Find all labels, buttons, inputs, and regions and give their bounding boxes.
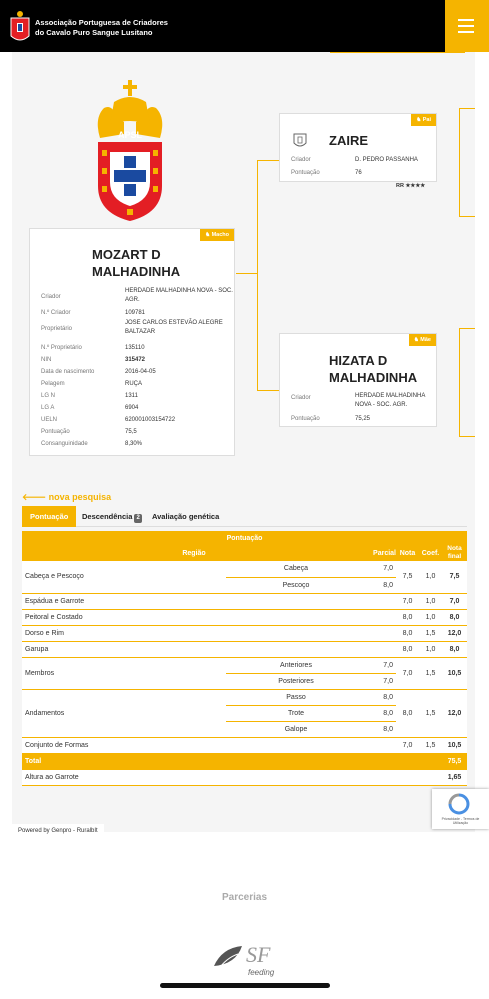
menu-line-icon <box>458 19 474 21</box>
score-table <box>22 531 467 786</box>
table-row: Pescoço 8,0 <box>22 577 467 593</box>
detail-label: Data de nascimento <box>41 369 95 375</box>
connector-line <box>257 160 279 161</box>
hamburger-menu-button[interactable] <box>445 0 489 52</box>
connector-line <box>257 390 279 391</box>
tabs-bar <box>22 506 467 527</box>
total-row: Total 75,5 <box>22 753 467 769</box>
table-header-row: Região Parcial Nota Coef. Nota final <box>22 545 467 561</box>
tab-avaliacao-genetica[interactable]: Avaliação genética <box>152 512 220 521</box>
table-row: Dorso e Rim 8,0 1,5 12,0 <box>22 625 467 641</box>
mother-card[interactable] <box>279 333 437 427</box>
detail-value: 1311 <box>125 393 138 399</box>
detail-label: Pelagem <box>41 381 65 387</box>
detail-value: 109781 <box>125 310 146 316</box>
gender-tag: ♞ Macho <box>200 229 234 241</box>
powered-by[interactable]: Powered by Genpro - RuralbIt <box>12 824 104 838</box>
detail-label: NIN <box>41 357 52 363</box>
recaptcha-badge[interactable]: Privacidade - Termos de Utilização <box>432 789 489 829</box>
table-row: Peitoral e Costado 8,0 1,0 8,0 <box>22 609 467 625</box>
table-row: Conjunto de Formas 7,0 1,5 10,5 <box>22 737 467 753</box>
father-card[interactable] <box>279 113 437 182</box>
detail-label: N.º Criador <box>41 310 71 316</box>
detail-value: 315472 <box>125 357 146 363</box>
detail-value: 2016-04-05 <box>125 369 156 375</box>
detail-label: N.º Proprietário <box>41 345 82 351</box>
shield-icon <box>293 133 307 149</box>
detail-value: 6904 <box>125 405 139 411</box>
tab-pontuacao[interactable]: Pontuação <box>22 506 76 527</box>
apsl-badge-icon[interactable] <box>9 8 31 44</box>
sf-feeding-logo[interactable]: SF feeding <box>212 942 282 982</box>
descendencia-count-badge: 2 <box>136 515 140 521</box>
detail-value: JOSE CARLOS ESTEVÃO ALEGRE BALTAZAR <box>125 320 223 335</box>
mother-details: Criador HERDADE MALHADINHA NOVA - SOC. AGR. Pontuação 75,25 <box>291 393 426 422</box>
table-row: Trote 8,0 <box>22 705 467 721</box>
menu-line-icon <box>458 31 474 33</box>
detail-value: 8,30% <box>125 441 143 447</box>
detail-label: LG N <box>41 393 56 399</box>
apsl-crest-logo <box>90 78 170 223</box>
tab-descendencia[interactable]: Descendência 2 <box>82 512 140 521</box>
detail-value: HERDADE MALHADINHA NOVA - SOC. AGR. <box>125 288 233 303</box>
father-name: ZAIRE <box>329 133 368 148</box>
connector-line <box>459 436 475 437</box>
connector-line <box>330 52 465 53</box>
crest-text: APSL <box>117 130 143 140</box>
recaptcha-icon <box>446 793 472 815</box>
connector-line <box>236 273 257 274</box>
detail-label: LG A <box>41 405 55 411</box>
mother-name: HIZATA D MALHADINHA <box>329 353 418 385</box>
org-name[interactable]: Associação Portuguesa de Criadores do Cavalo Puro Sangue Lusitano <box>35 18 168 37</box>
parcerias-heading: Parcerias <box>221 892 268 903</box>
menu-line-icon <box>458 25 474 27</box>
top-header <box>0 0 489 52</box>
detail-label: Consanguinidade <box>41 441 88 447</box>
table-row: Posteriores 7,0 <box>22 673 467 689</box>
home-indicator <box>160 983 330 988</box>
table-row: Membros Anteriores 7,0 7,0 1,5 10,5 <box>22 657 467 673</box>
horse-name: MOZART D MALHADINHA <box>92 247 181 279</box>
father-tag: ♞ Pai <box>411 114 436 126</box>
horse-card <box>29 228 235 456</box>
detail-value: RUÇA <box>125 381 143 387</box>
detail-label: UELN <box>41 417 58 423</box>
table-row: Galope 8,0 <box>22 721 467 737</box>
connector-line <box>459 216 475 217</box>
table-row: Garupa 8,0 1,0 8,0 <box>22 641 467 657</box>
detail-label: Pontuação <box>41 429 70 435</box>
table-row: Andamentos Passo 8,0 8,0 1,5 12,0 <box>22 689 467 705</box>
mother-tag: ♞ Mãe <box>409 334 436 346</box>
detail-value: 75,5 <box>125 429 137 435</box>
connector-line <box>459 328 475 329</box>
detail-value: 135110 <box>125 345 145 351</box>
horse-details <box>41 287 231 457</box>
altura-row: Altura ao Garrote 1,65 <box>22 769 467 785</box>
nova-pesquisa-link[interactable]: 🡐 nova pesquisa <box>22 492 112 502</box>
arrow-left-icon: 🡐 <box>22 492 47 502</box>
father-details: Criador D. PEDRO PASSANHA Pontuação 76 <box>291 157 418 176</box>
table-title-row: Pontuação <box>22 531 467 545</box>
detail-label: Proprietário <box>41 326 73 332</box>
detail-label: Criador <box>41 294 61 300</box>
detail-value: 620001003154722 <box>125 417 176 423</box>
connector-line <box>459 108 475 109</box>
table-row: Cabeça e Pescoço Cabeça 7,0 7,5 1,0 7,5 <box>22 561 467 577</box>
father-rating: RR ★★★★ <box>396 183 426 189</box>
table-row: Espádua e Garrote 7,0 1,0 7,0 <box>22 593 467 609</box>
connector-line <box>257 160 258 390</box>
leaf-icon <box>212 944 244 972</box>
